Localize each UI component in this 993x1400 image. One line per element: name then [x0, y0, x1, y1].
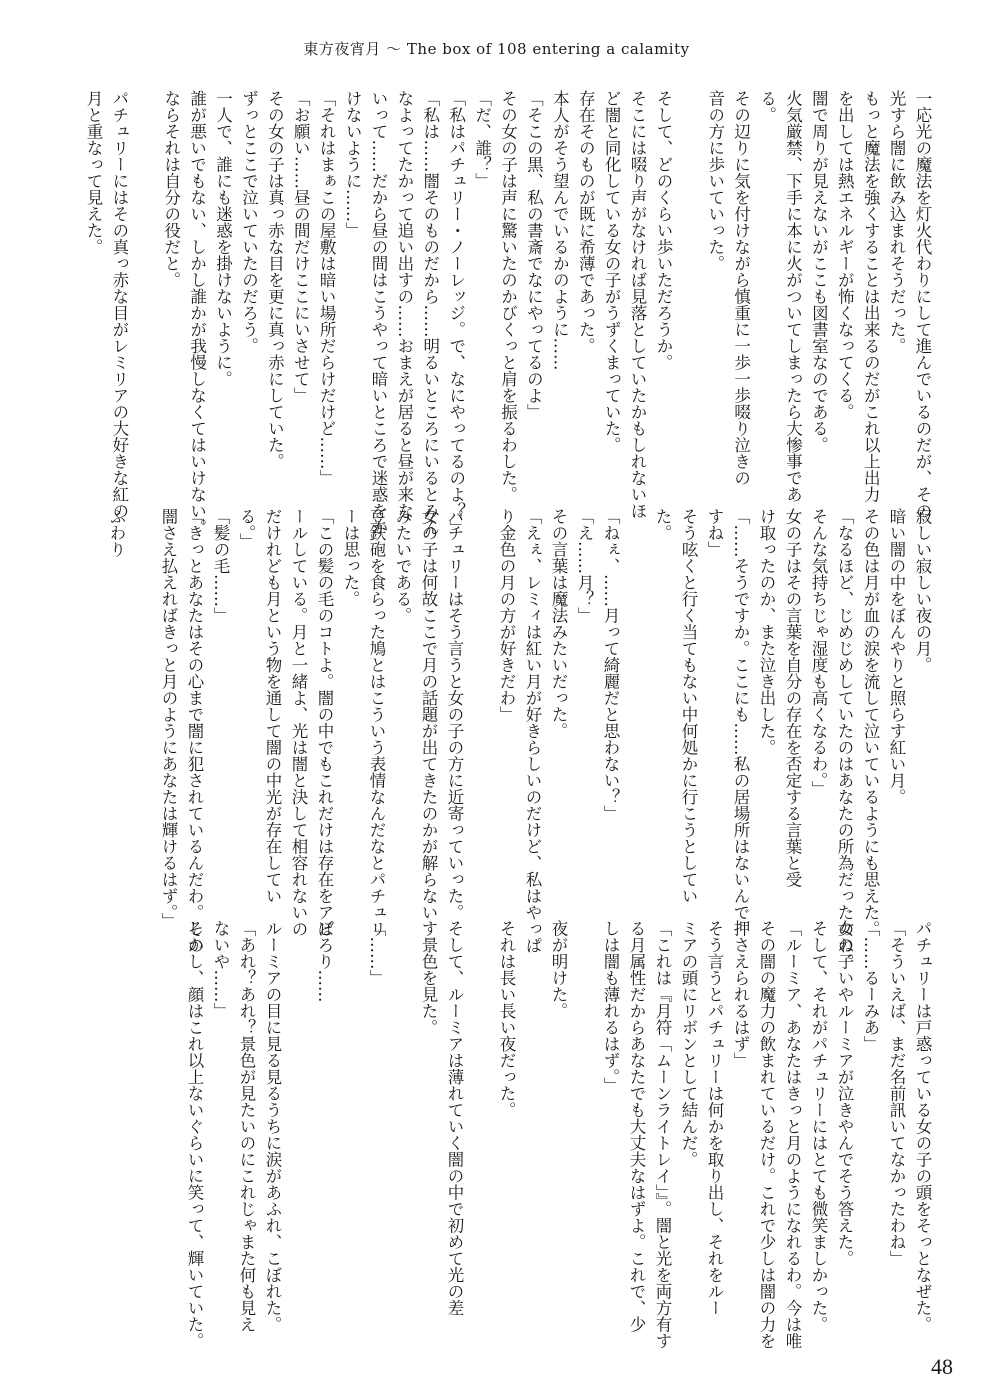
- text-line: そこには啜り声がなければ見落としていたかもしれないほ: [628, 90, 648, 519]
- text-line: ルーミアの目に見る見るうちに涙があふれ、こぼれた。: [263, 920, 282, 1333]
- text-line: しは闇も薄れるはず。」: [601, 920, 620, 1094]
- paragraph-spacer: [127, 90, 153, 510]
- text-line: る。」: [237, 508, 256, 550]
- text-line: 「え……月？」: [575, 508, 594, 624]
- text-line: 「あれ？あれ？景色が見たいのにこれじゃまた何も見え: [237, 920, 256, 1333]
- text-line: なよってたかって追い出すの……おまえが居ると昼が来な: [394, 90, 414, 519]
- paragraph-spacer: [384, 920, 410, 1340]
- text-line: ど闇と同化している女の子がうずくまっていた。: [602, 90, 622, 453]
- text-line: みたいである。: [393, 508, 412, 624]
- text-line: 女の子いやルーミアが泣きやんでそう答えた。: [835, 920, 854, 1267]
- text-line: 月と重なって見えた。: [84, 90, 103, 255]
- text-line: だけれども月という物を通して闇の中光が存在してい: [263, 508, 282, 904]
- text-line: す景色を見た。: [419, 920, 438, 1036]
- text-line: ーは思った。: [341, 508, 360, 607]
- text-line: 「ルーミア、あなたはきっと月のようになれるわ。今は唯: [783, 920, 802, 1349]
- paragraph-spacer: [332, 920, 358, 1340]
- text-line: しかし、顔はこれ以上ないぐらいに笑って、輝いていた。: [185, 920, 204, 1349]
- text-line: 暗い闇の中をぼんやりと照らす紅い月。: [887, 508, 906, 805]
- text-line: る。: [757, 90, 777, 123]
- paragraph-spacer: [618, 508, 644, 908]
- text-line: 寂しい寂しい夜の月。: [913, 508, 932, 673]
- text-line: 「……そうですか。ここにも……私の居場所はないんで: [731, 508, 750, 921]
- text-line: すね」: [705, 508, 724, 558]
- text-line: り金色の月の方が好きだわ」: [497, 508, 516, 723]
- text-line: けないように……」: [343, 90, 363, 239]
- paragraph-spacer: [462, 508, 488, 908]
- text-line: 音の方に歩いていった。: [705, 90, 725, 272]
- text-line: その女の子は真っ赤な目を更に真っ赤にしていた。: [265, 90, 285, 470]
- text-line: それは長い長い夜だった。: [497, 920, 516, 1118]
- paragraph-spacer: [280, 920, 306, 1340]
- text-line: 「なるほど、じめじめしていたのはあなたの所為だったのね。: [835, 508, 854, 970]
- text-line: ずっとここで泣いていたのだろう。: [239, 90, 259, 354]
- text-line: 「そこの黒、私の書斎でなにやってるのよ」: [524, 90, 544, 420]
- text-line: 夜が明けた。: [549, 920, 568, 1019]
- text-line: そして、それがパチュリーにはとても微笑ましかった。: [809, 920, 828, 1333]
- text-line: 存在そのものが既に希薄であった。: [576, 90, 596, 354]
- text-line: 「私はパチュリー・ノーレッジ。で、なにやってるのよ？」: [446, 90, 466, 536]
- paragraph-spacer: [671, 90, 697, 510]
- text-line: 「きっとあなたはその心まで闇に犯されているんだわ。その: [185, 508, 204, 954]
- text-line: そう呟くと行く当てもない中何処かに行こうとしてい: [679, 508, 698, 904]
- text-line: る月属性だからあなたでも大丈夫なはずよ。これで、少: [627, 920, 646, 1333]
- text-line: た。: [653, 508, 672, 541]
- text-line: け取ったのか、また泣き出した。: [757, 508, 776, 756]
- text-line: 「……」: [367, 920, 386, 986]
- text-line: 「髪の毛……」: [211, 508, 230, 624]
- text-line: そう言うとパチュリーは何かを取り出し、それをルー: [705, 920, 724, 1316]
- text-line: 闇さえ払えればきっと月のようにあなたは輝けるはず。」: [159, 508, 178, 929]
- text-line: いって……だから昼の間はこうやって暗いところで迷惑をか: [368, 90, 388, 536]
- text-line: ぽろり……: [315, 920, 334, 1003]
- text-line: ないや……」: [211, 920, 230, 1019]
- running-header: 東方夜宵月 〜 The box of 108 entering a calamity: [303, 40, 690, 58]
- text-line: その言葉は魔法みたいだった。: [549, 508, 568, 739]
- paragraph-spacer: [462, 920, 488, 1340]
- paragraph-spacer: [124, 508, 150, 908]
- text-line: パチュリーは戸惑っている女の子の頭をそっとなぜた。: [913, 920, 932, 1333]
- text-line: 女の子は何故ここで月の話題が出てきたのかが解らない: [419, 508, 438, 921]
- text-line: そして、ルーミアは薄れていく闇の中で初めて光の差: [445, 920, 464, 1316]
- text-line: ふわり: [107, 508, 126, 558]
- text-line: を出しては熱エネルギーが怖くなってくる。: [835, 90, 855, 420]
- text-line: 女の子はその言葉を自分の存在を否定する言葉と受: [783, 508, 802, 888]
- text-line: ミアの頭にリボンとして結んだ。: [679, 920, 698, 1168]
- text-line: 本人がそう望んでいるかのように……: [550, 90, 570, 371]
- text-line: 「……るーみあ」: [861, 920, 880, 1052]
- text-line: その女の子は声に驚いたのかびくっと肩を振るわした。: [498, 90, 518, 503]
- text-line: 「だ、誰？」: [472, 90, 492, 189]
- text-line: 「それはまぁこの屋敷は暗い場所だらけだけど……」: [317, 90, 337, 486]
- text-line: その色は月が血の涙を流して泣いているようにも思えた。: [861, 508, 880, 937]
- text-band-bottom: [75, 920, 932, 1349]
- text-line: ならそれは自分の役だと。: [161, 90, 181, 288]
- text-line: 「この髪の毛のコトよ。闇の中でもこれだけは存在をアピ: [315, 508, 334, 937]
- text-line: 「そういえば、まだ名前訊いてなかったわね」: [887, 920, 906, 1267]
- text-line: もっと魔法を強くすることは出来るのだがこれ以上出力: [861, 90, 881, 503]
- text-line: 豆鉄砲を食らった鳩とはこういう表情なんだなとパチュリ: [367, 508, 386, 937]
- text-line: 「ねぇ、……月って綺麗だと思わない？」: [601, 508, 620, 822]
- text-line: その辺りに気を付けながら慎重に一歩一歩啜り泣きの: [731, 90, 751, 486]
- text-line: 一応光の魔法を灯火代わりにして進んでいるのだが、その: [913, 90, 932, 519]
- text-line: 誰が悪いでもない、しかし誰かが我慢しなくてはいけない。: [187, 90, 207, 536]
- text-line: その闇の魔力の飲まれているだけ。これで少しは闇の力を: [757, 920, 776, 1349]
- text-line: 「お願い……昼の間だけここにいさせて」: [291, 90, 311, 404]
- text-line: 火気厳禁、下手に本に火がついてしまったら大惨事であ: [783, 90, 803, 503]
- text-line: ールしている。月と一緒よ、光は闇と決して相容れないの: [289, 508, 308, 937]
- text-line: そして、どのくらい歩いただろうか。: [653, 90, 673, 371]
- text-line: 光すら闇に飲み込まれそうだった。: [887, 90, 907, 354]
- text-line: パチュリーにはその真っ赤な目がレミリアの大好きな紅の: [109, 90, 129, 519]
- text-line: 「えぇ、レミィは紅い月が好きらしいのだけど、私はやっぱ: [523, 508, 542, 954]
- text-line: そんな気持ちじゃ湿度も高くなるわ。」: [809, 508, 828, 797]
- text-line: 闇で周りが見えないがここも図書室なのである。: [809, 90, 829, 453]
- text-line: パチュリーはそう言うと女の子の方に近寄っていった。: [445, 508, 464, 921]
- text-line: 「これは『月符「ムーンライトレイ」』。闇と光を両方有す: [653, 920, 672, 1349]
- text-line: 「私は……闇そのものだから……明るいところにいるとみん: [420, 90, 440, 536]
- text-line: 一人で、誰にも迷惑を掛けないように。: [213, 90, 233, 387]
- paragraph-spacer: [514, 920, 540, 1340]
- page-number: 48: [931, 1354, 953, 1379]
- paragraph-spacer: [566, 920, 592, 1340]
- text-line: 押さえられるはず」: [731, 920, 750, 1069]
